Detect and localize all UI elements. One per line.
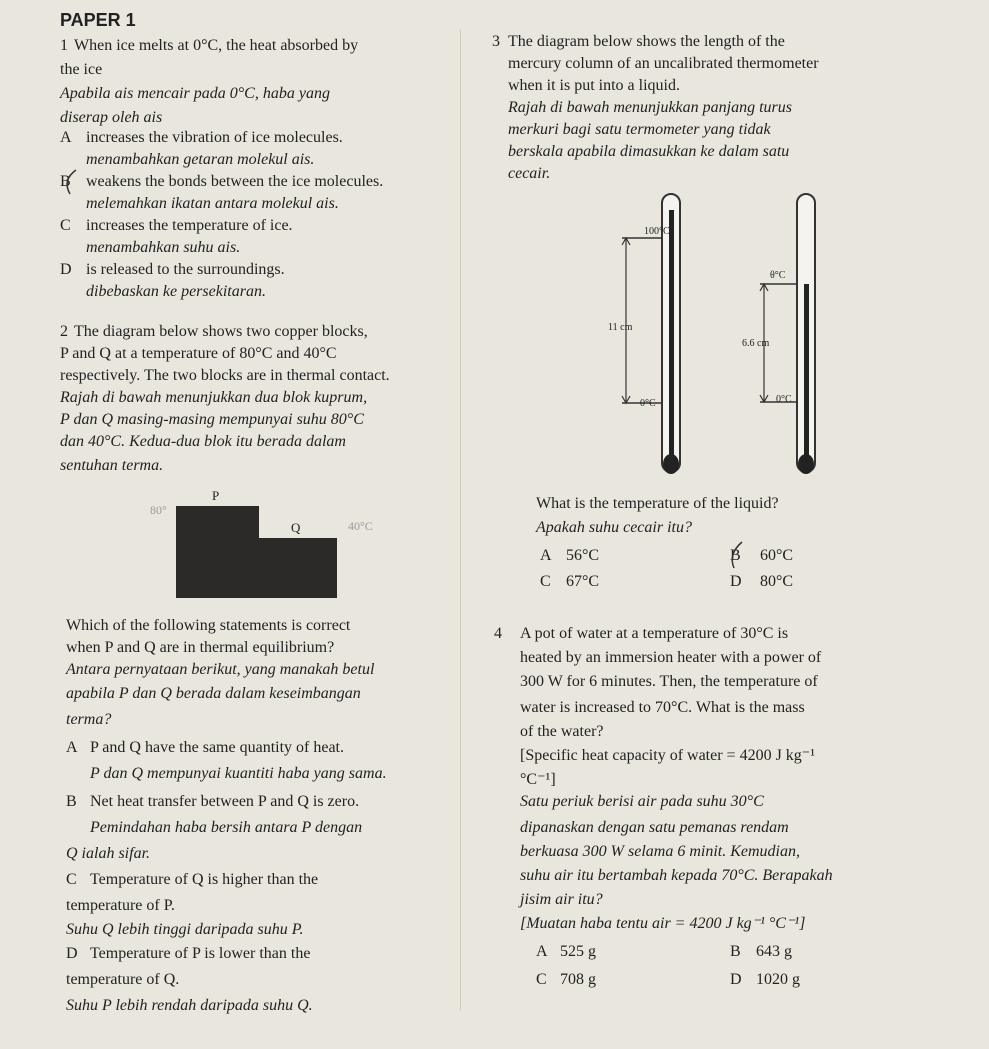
option-letter: C <box>536 971 547 988</box>
q3-number: 3 <box>492 33 500 50</box>
q2-stem-my-2: P dan Q masing-masing mempunyai suhu 80°C <box>60 411 364 428</box>
q2-stem-my-3: dan 40°C. Kedua-dua blok itu berada dalam <box>60 433 346 450</box>
length-arrow-1 <box>622 238 662 403</box>
option-letter: B <box>730 943 741 960</box>
option-text: 1020 g <box>756 971 800 988</box>
q2-question-my-3: terma? <box>66 711 112 728</box>
q4-stem-my-6: [Muatan haba tentu air = 4200 J kg⁻¹ °C⁻¹] <box>520 915 806 932</box>
q2-question-en-2: when P and Q are in thermal equilibrium? <box>66 639 335 656</box>
q3-stem-my-1: Rajah di bawah menunjukkan panjang turus <box>508 99 792 116</box>
option-text: 525 g <box>560 943 596 960</box>
q4-stem-en-5: of the water? <box>520 723 604 740</box>
q2-question-my-2: apabila P dan Q berada dalam keseimbangan <box>66 685 361 702</box>
option-text: 60°C <box>760 547 794 564</box>
option-letter: B <box>66 793 77 810</box>
option-letter: C <box>66 871 77 888</box>
option-letter: A <box>536 943 548 960</box>
option-letter: D <box>60 261 72 278</box>
option-text-en: Net heat transfer between P and Q is zero. <box>90 793 360 810</box>
q1-stem-en-2: the ice <box>60 61 103 78</box>
option-text-en: increases the vibration of ice molecules. <box>86 129 343 146</box>
option-text: 80°C <box>760 573 794 590</box>
option-letter: B <box>60 173 71 190</box>
q4-stem-en-4: water is increased to 70°C. What is the mass <box>520 699 805 716</box>
option-text: 643 g <box>756 943 792 960</box>
option-letter: A <box>66 739 78 756</box>
q2-stem-my-1: Rajah di bawah menunjukkan dua blok kuprum, <box>60 389 368 406</box>
q4-stem-en-1: A pot of water at a temperature of 30°C is <box>520 625 789 642</box>
q2-stem-en-2: P and Q at a temperature of 80°C and 40°C <box>60 345 337 362</box>
q4-stem-en-2: heated by an immersion heater with a power of <box>520 649 822 666</box>
q1-number: 1 <box>60 37 68 54</box>
option-text-en: is released to the surroundings. <box>86 261 285 278</box>
option-text-my: P dan Q mempunyai kuantiti haba yang sama. <box>90 765 387 782</box>
option-text-my: Suhu P lebih rendah daripada suhu Q. <box>66 997 313 1014</box>
thermometer-2 <box>797 194 815 474</box>
block-q-note: 40°C <box>348 519 373 533</box>
option-text-en: temperature of Q. <box>66 971 180 988</box>
q1-stem-my-1: Apabila ais mencair pada 0°C, haba yang <box>60 85 330 102</box>
q3-stem-en-1: The diagram below shows the length of the <box>508 33 785 50</box>
q3-stem-my-2: merkuri bagi satu termometer yang tidak <box>508 121 771 138</box>
option-text-en: temperature of P. <box>66 897 175 914</box>
option-text-en: P and Q have the same quantity of heat. <box>90 739 344 756</box>
q4-stem-my-2: dipanaskan dengan satu pemanas rendam <box>520 819 789 836</box>
option-letter: C <box>540 573 551 590</box>
label-6-6cm: 6.6 cm <box>742 338 770 349</box>
q4-stem-en-7: °C⁻¹] <box>520 771 556 788</box>
option-text-my: Q ialah sifar. <box>66 845 151 862</box>
option-letter: A <box>60 129 72 146</box>
label-100c: 100°C <box>644 226 670 237</box>
q4-stem-my-1: Satu periuk berisi air pada suhu 30°C <box>520 793 764 810</box>
q3-stem-en-3: when it is put into a liquid. <box>508 77 680 94</box>
q4-stem-my-3: berkuasa 300 W selama 6 minit. Kemudian, <box>520 843 800 860</box>
block-p-note: 80° <box>150 503 167 517</box>
q4-stem-en-6: [Specific heat capacity of water = 4200 J kg⁻¹ <box>520 747 816 764</box>
q2-stem-en-1: The diagram below shows two copper blocks, <box>74 323 368 340</box>
block-q-label: Q <box>291 520 301 535</box>
option-letter: C <box>60 217 71 234</box>
option-text-my: melemahkan ikatan antara molekul ais. <box>86 195 339 212</box>
q4-number: 4 <box>494 625 502 642</box>
q3-stem-my-4: cecair. <box>508 165 551 182</box>
option-text: 56°C <box>566 547 600 564</box>
q2-stem-my-4: sentuhan terma. <box>60 457 164 474</box>
q3-question-my: Apakah suhu cecair itu? <box>536 519 692 536</box>
label-0c-left: 0°C <box>640 398 656 409</box>
label-0c-right: 0°C <box>776 394 792 405</box>
option-text: 708 g <box>560 971 596 988</box>
label-11cm: 11 cm <box>608 322 633 333</box>
q4-stem-my-4: suhu air itu bertambah kepada 70°C. Berapakah <box>520 867 833 884</box>
answer-mark-icon <box>724 540 746 570</box>
q2-number: 2 <box>60 323 68 340</box>
page-title: PAPER 1 <box>60 10 136 30</box>
option-text-my: Pemindahan haba bersih antara P dengan <box>90 819 363 836</box>
q1-stem-my-2: diserap oleh ais <box>60 109 163 126</box>
option-letter: A <box>540 547 552 564</box>
option-text-my: menambahkan getaran molekul ais. <box>86 151 315 168</box>
q4-stem-my-5: jisim air itu? <box>520 891 603 908</box>
q4-stem-en-3: 300 W for 6 minutes. Then, the temperature of <box>520 673 818 690</box>
option-letter: D <box>730 573 742 590</box>
q3-stem-en-2: mercury column of an uncalibrated thermometer <box>508 55 819 72</box>
option-text-my: Suhu Q lebih tinggi daripada suhu P. <box>66 921 304 938</box>
option-letter: D <box>730 971 742 988</box>
option-text-en: Temperature of Q is higher than the <box>90 871 319 888</box>
q2-question-en-1: Which of the following statements is correct <box>66 617 351 634</box>
q2-stem-en-3: respectively. The two blocks are in thermal contact. <box>60 367 390 384</box>
option-text-my: menambahkan suhu ais. <box>86 239 241 256</box>
option-text-en: increases the temperature of ice. <box>86 217 293 234</box>
q3-stem-my-3: berskala apabila dimasukkan ke dalam satu <box>508 143 790 160</box>
block-p-label: P <box>212 488 220 503</box>
q2-question-my-1: Antara pernyataan berikut, yang manakah betul <box>66 661 375 678</box>
option-text: 67°C <box>566 573 600 590</box>
q1-stem-en-1: When ice melts at 0°C, the heat absorbed by <box>74 37 359 54</box>
option-text-my: dibebaskan ke persekitaran. <box>86 283 266 300</box>
option-letter: D <box>66 945 78 962</box>
option-letter: B <box>730 547 741 564</box>
label-theta: θ°C <box>770 270 786 281</box>
q3-question-en: What is the temperature of the liquid? <box>536 495 779 512</box>
option-text-en: weakens the bonds between the ice molecules. <box>86 173 384 190</box>
option-text-en: Temperature of P is lower than the <box>90 945 311 962</box>
